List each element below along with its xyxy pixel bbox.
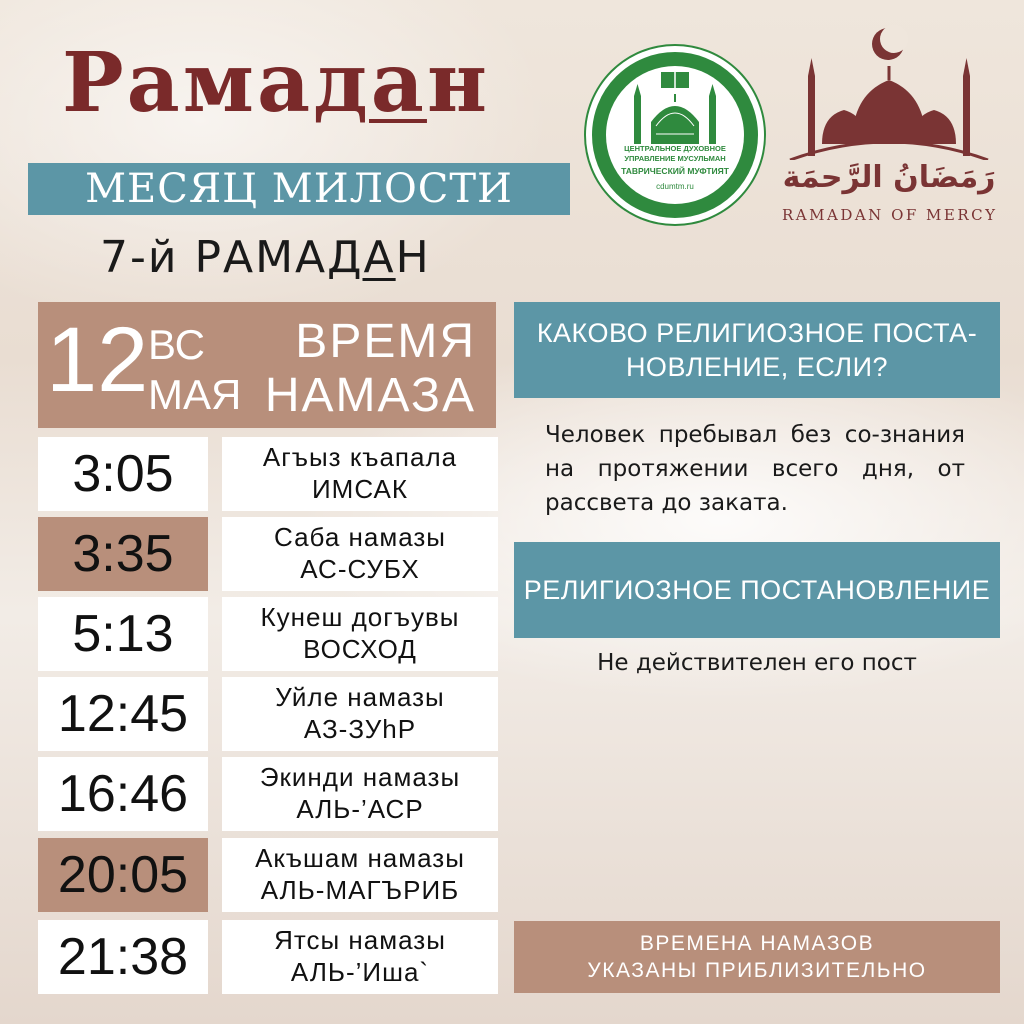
prayer-local-name: Акъшам намазы: [255, 843, 465, 873]
logo-text-line-2: УПРАВЛЕНИЕ МУСУЛЬМАН: [624, 154, 726, 163]
date-header: [38, 302, 496, 428]
logo-text-line-3: ТАВРИЧЕСКИЙ МУФТИЯТ: [621, 166, 729, 176]
title-part-1: Рама: [62, 35, 314, 131]
prayer-name-sunrise: [222, 597, 498, 671]
prayer-local-name: Ятсы намазы: [274, 925, 446, 955]
prayer-local-name: Экинди намазы: [259, 762, 461, 792]
question-title-line-1: КАКОВО РЕЛИГИОЗНОЕ ПОСТА-: [536, 318, 978, 348]
approximate-times-note: [514, 921, 1000, 993]
prayer-name: ИМСАК: [311, 474, 409, 504]
prayer-local-name: Саба намазы: [274, 522, 446, 552]
prayer-local-name: Уйле намазы: [275, 682, 445, 712]
mosque-silhouette-icon: [782, 14, 996, 160]
day-title-part-3: Н: [395, 232, 431, 283]
prayer-time-maghrib: 20:05: [38, 838, 208, 912]
day-title-part-2: ДА: [327, 232, 396, 283]
day-title-part-1: 7-й РАМА: [100, 232, 328, 283]
title-part-3: н: [426, 35, 490, 131]
mosque-icon: [606, 66, 744, 146]
prayer-name: АС-СУБХ: [300, 554, 420, 584]
date-month: МАЯ: [148, 371, 242, 418]
logo-text-line-1: ЦЕНТРАЛЬНОЕ ДУХОВНОЕ: [624, 144, 726, 153]
prayer-local-name: Агъыз къапала: [262, 442, 458, 472]
question-title-line-2: НОВЛЕНИЕ, ЕСЛИ?: [625, 352, 889, 382]
prayer-name-maghrib: [222, 838, 498, 912]
prayer-name: ВОСХОД: [303, 634, 417, 664]
prayer-time-asr: 16:46: [38, 757, 208, 831]
ruling-text: Не действителен его пост: [597, 650, 917, 676]
prayer-name-isha: [222, 920, 498, 994]
question-text: Человек пребывал без со-знания на протяжении всего дня, от рассвета до заката.: [545, 422, 965, 516]
subtitle-banner: МЕСЯЦ МИЛОСТИ: [28, 163, 570, 215]
prayer-name: АЗ-ЗУhР: [303, 714, 417, 744]
title-part-2: да: [313, 35, 427, 131]
page-title: [62, 35, 552, 131]
prayer-time-isha: 21:38: [38, 920, 208, 994]
note-line-1: ВРЕМЕНА НАМАЗОВ: [639, 932, 875, 955]
logo-url: cdumtm.ru: [656, 182, 694, 191]
note-line-2: УКАЗАНЫ ПРИБЛИЗИТЕЛЬНО: [587, 959, 927, 982]
prayer-name: АЛЬ-МАГЪРИБ: [260, 875, 460, 905]
prayer-time-subh: 3:35: [38, 517, 208, 591]
date-weekday: ВС: [148, 321, 205, 368]
question-banner: [514, 302, 1000, 398]
prayer-name: АЛЬ-’Иша`: [290, 957, 430, 987]
prayer-time-imsak: 3:05: [38, 437, 208, 511]
prayer-time-zuhr: 12:45: [38, 677, 208, 751]
prayer-name-zuhr: [222, 677, 498, 751]
prayer-name: АЛЬ-’АСР: [296, 794, 424, 824]
prayer-local-name: Кунеш догъувы: [260, 602, 460, 632]
arabic-brand-text: رَمَضَانُ الرَّحمَة: [782, 160, 996, 195]
ruling-banner: РЕЛИГИОЗНОЕ ПОСТАНОВЛЕНИЕ: [514, 542, 1000, 638]
prayer-time-label-line-1: ВРЕМЯ: [295, 315, 476, 368]
prayer-time-sunrise: 5:13: [38, 597, 208, 671]
muftiyat-logo: [586, 46, 764, 224]
prayer-name-subh: [222, 517, 498, 591]
day-title: [100, 232, 500, 283]
prayer-name-asr: [222, 757, 498, 831]
prayer-name-imsak: [222, 437, 498, 511]
prayer-time-label-line-2: НАМАЗА: [264, 369, 476, 422]
ramadan-of-mercy-text: RAMADAN OF MERCY: [782, 206, 998, 224]
date-day: 12: [46, 309, 149, 411]
logo-inner-circle: [606, 66, 744, 204]
